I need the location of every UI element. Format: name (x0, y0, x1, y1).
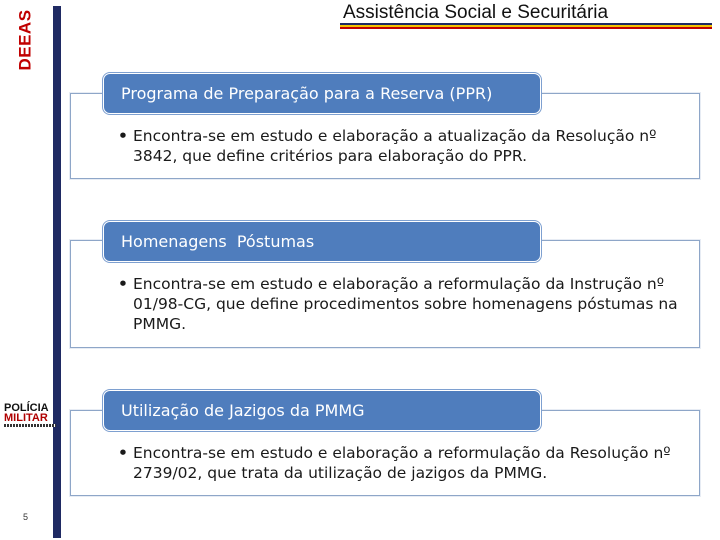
page-number: 5 (23, 512, 29, 522)
section-bullet (118, 443, 678, 483)
left-sidebar (6, 0, 58, 540)
stripe-red (340, 27, 712, 29)
logo-line-1: POLÍCIA (4, 402, 49, 414)
bullet-icon: • (118, 444, 128, 462)
logo-line-2: MILITAR (4, 412, 48, 424)
header-stripe (340, 23, 712, 33)
policia-militar-logo (2, 400, 56, 430)
section-header (103, 221, 541, 262)
page-title: Assistência Social e Securitária (343, 2, 609, 23)
bullet-icon: • (118, 275, 128, 293)
section-title: Utilização de Jazigos da PMMG (121, 401, 365, 420)
section-header (103, 390, 541, 431)
logo-underline (4, 424, 56, 427)
section-bullet (118, 274, 678, 334)
department-label (8, 4, 44, 76)
bullet-icon: • (118, 127, 128, 145)
sidebar-band (53, 6, 61, 538)
sidebar-divider (50, 6, 52, 538)
section-title: Homenagens Póstumas (121, 232, 315, 251)
bullet-text: Encontra-se em estudo e elaboração a reformulação da Instrução nº 01/98-CG, que define procedimentos sobre homenagens póstumas na PMMG. (133, 275, 678, 333)
section-bullet (118, 126, 678, 166)
department-text: DEEAS (16, 9, 36, 71)
bullet-text: Encontra-se em estudo e elaboração a reformulação da Resolução nº 2739/02, que trata da utilização de jazigos da PMMG. (133, 444, 671, 482)
section-title: Programa de Preparação para a Reserva (PPR) (121, 84, 493, 103)
section-header (103, 73, 541, 114)
bullet-text: Encontra-se em estudo e elaboração a atualização da Resolução nº 3842, que define critérios para elaboração do PPR. (133, 127, 657, 165)
